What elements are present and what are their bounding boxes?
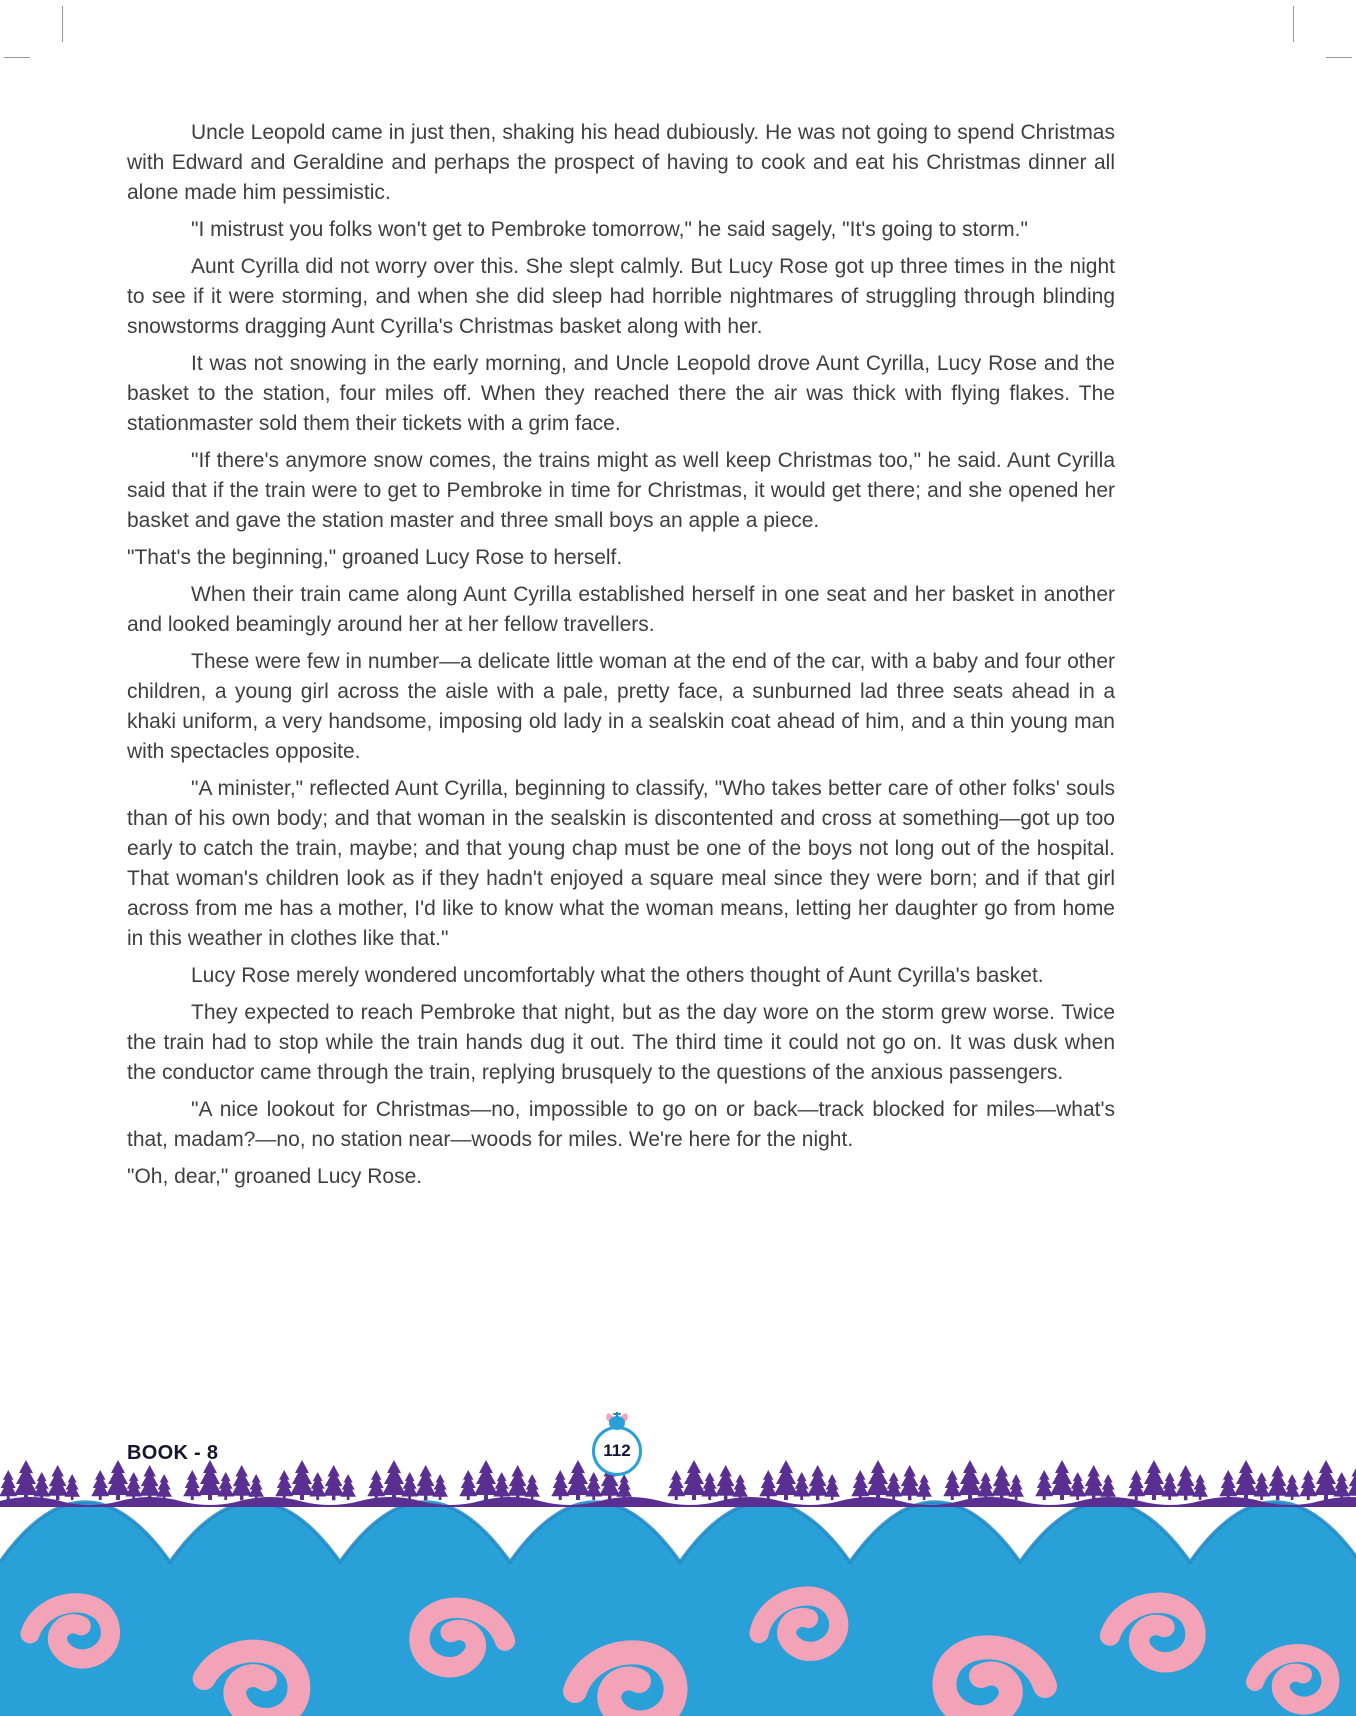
- crop-mark: [62, 6, 63, 42]
- paragraph: These were few in number—a delicate little woman at the end of the car, with a baby and four other children, a young girl across the aisle with a pale, pretty face, a sunburned lad three seats ahead in a khaki uniform, a very handsome, imposing old lady in a sealskin coat ahead of him, and a thin young man with spectacles opposite.: [127, 650, 1115, 763]
- paragraph: "If there's anymore snow comes, the trains might as well keep Christmas too," he said. Aunt Cyrilla said that if the train were to get to Pembroke in time for Christmas, it would get there; and she opened her basket and gave the station master and three small boys an apple a piece.: [127, 449, 1115, 532]
- paragraph: Aunt Cyrilla did not worry over this. She slept calmly. But Lucy Rose got up three times in the night to see if it were storming, and when she did sleep had horrible nightmares of struggling through blinding snowstorms dragging Aunt Cyrilla's Christmas basket along with her.: [127, 255, 1115, 338]
- paragraph: "I mistrust you folks won't get to Pembroke tomorrow," he said sagely, "It's going to storm.": [191, 218, 1028, 241]
- paragraph: "A minister," reflected Aunt Cyrilla, beginning to classify, "Who takes better care of other folks' souls than of his own body; and that woman in the sealskin is discontented and cross at something—got up too early to catch the train, maybe; and that young chap must be one of the boys not long out of the hospital. That woman's children look as if they hadn't enjoyed a square meal since they were born; and if that girl across from me has a mother, I'd like to know what the woman means, letting her daughter go from home in this weather in clothes like that.": [127, 777, 1115, 950]
- paragraph: It was not snowing in the early morning, and Uncle Leopold drove Aunt Cyrilla, Lucy Rose and the basket to the station, four miles off. When they reached there the air was thick with flying flakes. The stationmaster sold them their tickets with a grim face.: [127, 352, 1115, 435]
- story-text: [127, 118, 1115, 1199]
- paragraph: "That's the beginning," groaned Lucy Rose to herself.: [127, 546, 623, 569]
- book-label: BOOK - 8: [127, 1442, 219, 1464]
- crop-mark: [4, 57, 30, 58]
- paragraph: "A nice lookout for Christmas—no, impossible to go on or back—track blocked for miles—what's that, madam?—no, no station near—woods for miles. We're here for the night.: [127, 1098, 1115, 1151]
- ornament-icon: [592, 1410, 642, 1430]
- page-number-badge: [592, 1410, 642, 1476]
- paragraph: "Oh, dear," groaned Lucy Rose.: [127, 1165, 423, 1188]
- trees-and-waves-icon: [0, 1460, 1356, 1716]
- crop-mark: [1326, 57, 1352, 58]
- paragraph: They expected to reach Pembroke that night, but as the day wore on the storm grew worse. Twice the train had to stop while the train hands dug it out. The third time it could not go on. It was dusk when the conductor came through the train, replying brusquely to the questions of the anxious passengers.: [127, 1001, 1115, 1084]
- paragraph: Lucy Rose merely wondered uncomfortably what the others thought of Aunt Cyrilla's basket.: [191, 964, 1044, 987]
- crop-mark: [1293, 6, 1294, 42]
- paragraph: When their train came along Aunt Cyrilla established herself in one seat and her basket in another and looked beamingly around her at her fellow travellers.: [127, 583, 1115, 636]
- bottom-border-decoration: [0, 1460, 1356, 1716]
- page-number: 112: [592, 1426, 642, 1476]
- paragraph: Uncle Leopold came in just then, shaking his head dubiously. He was not going to spend Christmas with Edward and Geraldine and perhaps the prospect of having to cook and eat his Christmas dinner all alone made him pessimistic.: [127, 121, 1115, 204]
